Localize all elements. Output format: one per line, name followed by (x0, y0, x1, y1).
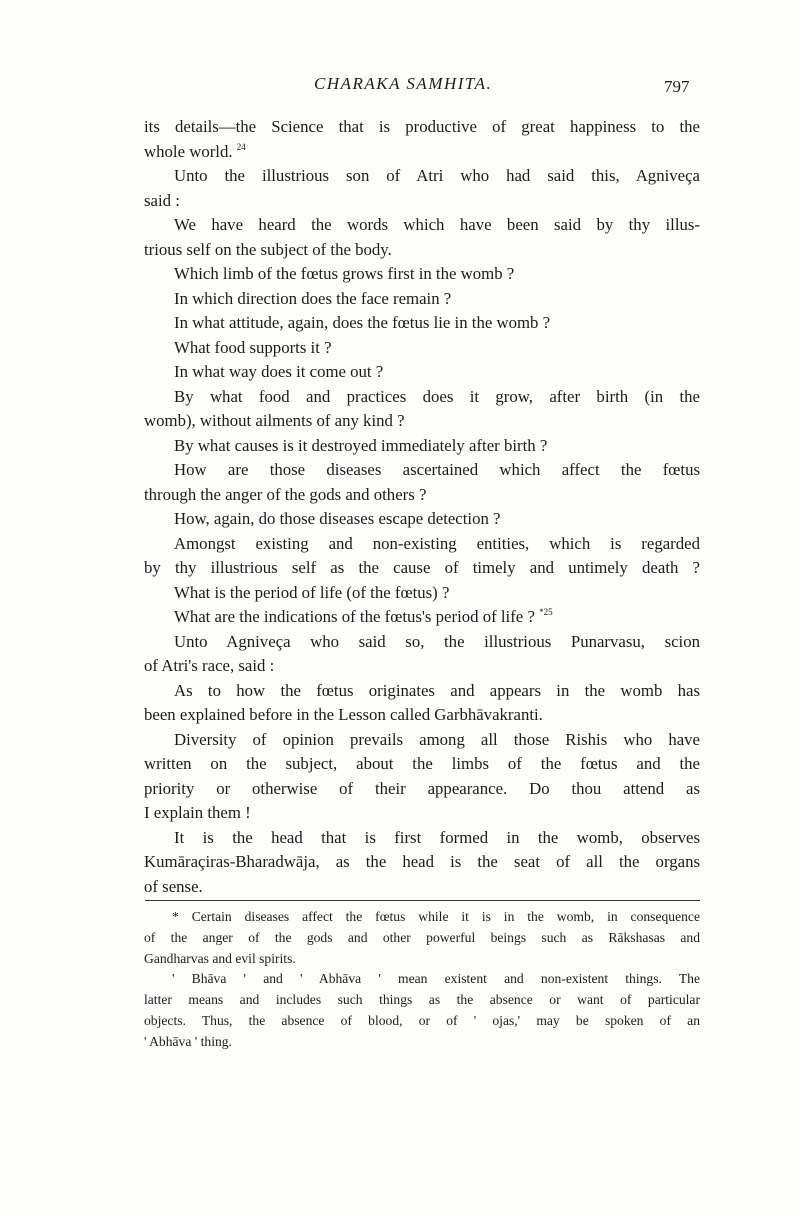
body-line: In which direction does the face remain ? (174, 288, 452, 308)
footnote-line: Gandharvas and evil spirits. (144, 950, 296, 966)
running-head (0, 74, 800, 104)
body-text (144, 115, 700, 899)
body-line: In what way does it come out ? (174, 362, 384, 381)
footnote-line: ' Abhāva ' thing. (144, 1033, 232, 1049)
body-line: By what food and practices does it grow, after birth (in the (174, 386, 700, 406)
body-line: Unto the illustrious son of Atri who had said this, Agniveça (174, 166, 700, 185)
body-line: Unto Agniveça who said so, the illustrious Punarvasu, scion (174, 631, 700, 651)
body-line (144, 605, 700, 630)
body-line: Which limb of the fœtus grows first in the womb ? (174, 264, 515, 283)
body-line: of sense. (144, 876, 203, 896)
verse-number-24: 24 (236, 141, 246, 152)
footnotes (144, 907, 700, 1053)
body-line (144, 140, 700, 165)
verse-number-25: *25 (539, 607, 553, 617)
body-line: womb), without ailments of any kind ? (144, 411, 405, 430)
body-line-text: whole world. (144, 141, 233, 161)
body-line: trious self on the subject of the body. (144, 239, 392, 259)
body-line: What is the period of life (of the fœtus) ? (174, 582, 450, 602)
body-line: of Atri's race, said : (144, 656, 275, 675)
footnote-divider (145, 900, 700, 901)
body-line: What food supports it ? (174, 337, 332, 357)
body-line: By what causes is it destroyed immediately after birth ? (174, 435, 548, 455)
body-line: How, again, do those diseases escape detection ? (174, 509, 501, 528)
body-line: Diversity of opinion prevails among all those Rishis who have (174, 729, 700, 749)
body-line: I explain them ! (144, 803, 251, 822)
body-line: its details—the Science that is productive of great happiness to the (144, 117, 700, 136)
footnote-line: ' Bhāva ' and ' Abhāva ' mean existent and non-existent things. The (172, 971, 700, 987)
body-line: Kumāraçiras-Bharadwāja, as the head is the seat of all the organs (144, 852, 700, 871)
body-line: been explained before in the Lesson called Garbhāvakranti. (144, 705, 543, 724)
body-line: by thy illustrious self as the cause of timely and untimely death ? (144, 558, 700, 577)
body-line: We have heard the words which have been said by thy illus- (174, 215, 700, 234)
body-line: It is the head that is first formed in the womb, observes (174, 827, 700, 847)
page-number: 797 (664, 77, 690, 96)
body-line: written on the subject, about the limbs of the fœtus and the (144, 754, 700, 773)
running-title: CHARAKA SAMHITA. (314, 74, 493, 93)
body-line: How are those diseases ascertained which affect the fœtus (174, 460, 700, 479)
footnote-line: of the anger of the gods and other powerful beings such as Rākshasas and (144, 929, 700, 945)
body-line: In what attitude, again, does the fœtus lie in the womb ? (174, 313, 551, 332)
footnote-line: objects. Thus, the absence of blood, or of ' ojas,' may be spoken of an (144, 1012, 700, 1028)
footnote-line: * Certain diseases affect the fœtus while it is in the womb, in consequence (172, 909, 700, 924)
footnote-line: latter means and includes such things as the absence or want of particular (144, 992, 700, 1008)
body-line: said : (144, 190, 180, 210)
body-line: priority or otherwise of their appearance. Do thou attend as (144, 778, 700, 798)
body-line: through the anger of the gods and others ? (144, 484, 427, 504)
body-line: As to how the fœtus originates and appears in the womb has (174, 680, 700, 700)
body-line: Amongst existing and non-existing entities, which is regarded (174, 533, 700, 553)
body-line-text: What are the indications of the fœtus's period of life ? (174, 607, 535, 626)
